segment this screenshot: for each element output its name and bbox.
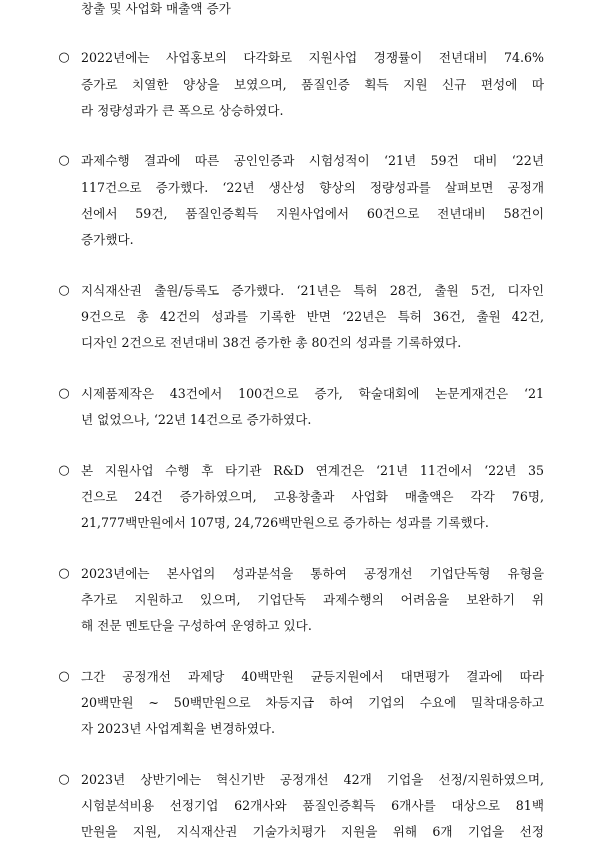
paragraph-5-line-1: 본 지원사업 수행 후 타기관 R&D 연계건은 ‘21년 11건에서 ‘22년 35	[81, 463, 544, 478]
paragraph-5-line-2: 건으로 24건 증가하였으며, 고용창출과 사업화 매출액은 각각 76명,	[81, 489, 544, 504]
paragraph-8-line-3: 만원을 지원, 지식재산권 기술가치평가 지원을 위해 6개 기업을 선정	[81, 824, 544, 839]
bullet-icon: ○	[58, 463, 70, 478]
paragraph-7-line-1: 그간 공정개선 과제당 40백만원 균등지원에서 대면평가 결과에 따라	[81, 669, 544, 684]
bullet-icon: ○	[58, 669, 70, 684]
bullet-icon: ○	[58, 386, 70, 401]
paragraph-2-line-2: 117건으로 증가했다. ‘22년 생산성 향상의 정량성과를 살펴보면 공정개	[81, 180, 544, 195]
paragraph-2-line-1: 과제수행 결과에 따른 공인인증과 시험성적이 ‘21년 59건 대비 ‘22년	[81, 153, 544, 168]
bullet-icon: ○	[58, 566, 70, 581]
paragraph-4-line-2: 년 없었으나, ‘22년 14건으로 증가하였다.	[81, 412, 312, 427]
intro-line: 창출 및 사업화 매출액 증가	[81, 1, 231, 16]
paragraph-3-line-2: 9건으로 총 42건의 성과를 기록한 반면 ‘22년은 특허 36건, 출원 42건,	[81, 309, 544, 324]
paragraph-6-line-2: 추가로 지원하고 있으며, 기업단독 과제수행의 어려움을 보완하기 위	[81, 592, 544, 607]
paragraph-2-line-4: 증가했다.	[81, 232, 134, 247]
paragraph-2-line-3: 선에서 59건, 품질인증획득 지원사업에서 60건으로 전년대비 58건이	[81, 206, 544, 221]
paragraph-3-line-1: 지식재산권 출원/등록도 증가했다. ‘21년은 특허 28건, 출원 5건, 디자인	[81, 283, 544, 298]
paragraph-1-line-3: 라 정량성과가 큰 폭으로 상승하였다.	[81, 103, 284, 118]
bullet-icon: ○	[58, 283, 70, 298]
bullet-icon: ○	[58, 772, 70, 787]
paragraph-6-line-3: 해 전문 멘토단을 구성하여 운영하고 있다.	[81, 618, 312, 633]
paragraph-7-line-3: 자 2023년 사업계획을 변경하였다.	[81, 721, 276, 736]
paragraph-7-line-2: 20백만원 ~ 50백만원으로 차등지급 하여 기업의 수요에 밀착대응하고	[81, 695, 544, 710]
paragraph-8-line-1: 2023년 상반기에는 혁신기반 공정개선 42개 기업을 선정/지원하였으며,	[81, 772, 544, 787]
paragraph-3-line-3: 디자인 2건으로 전년대비 38건 증가한 총 80건의 성과를 기록하였다.	[81, 335, 462, 350]
bullet-icon: ○	[58, 153, 70, 168]
paragraph-1-line-2: 증가로 치열한 양상을 보였으며, 품질인증 획득 지원 신규 편성에 따	[81, 77, 544, 92]
paragraph-4-line-1: 시제품제작은 43건에서 100건으로 증가, 학술대회에 논문게재건은 ‘21	[81, 386, 544, 401]
paragraph-8-line-2: 시험분석비용 선정기업 62개사와 품질인증획득 6개사를 대상으로 81백	[81, 798, 544, 813]
bullet-icon: ○	[58, 50, 70, 65]
paragraph-5-line-3: 21,777백만원에서 107명, 24,726백만원으로 증가하는 성과를 기록했다.	[81, 515, 489, 530]
paragraph-1-line-1: 2022년에는 사업홍보의 다각화로 지원사업 경쟁률이 전년대비 74.6%	[81, 50, 544, 65]
paragraph-6-line-1: 2023년에는 본사업의 성과분석을 통하여 공정개선 기업단독형 유형을	[81, 566, 544, 581]
